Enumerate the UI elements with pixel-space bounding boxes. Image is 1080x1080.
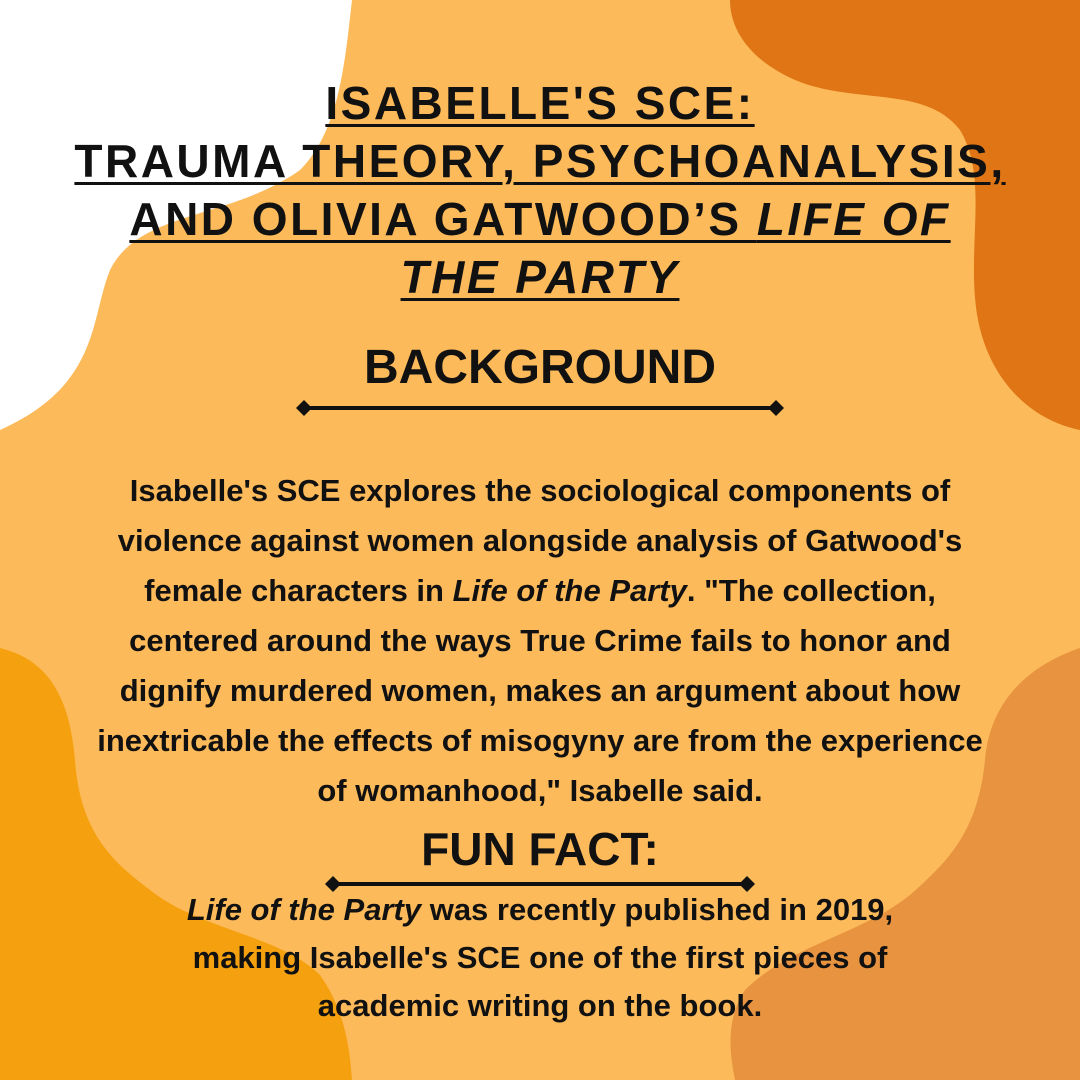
fun-fact-heading: FUN FACT: — [421, 823, 659, 875]
title-line-4-italic: THE PARTY — [400, 251, 680, 303]
title-line-3 — [0, 190, 1080, 248]
paragraph-line — [0, 666, 1080, 716]
paragraph-text: inextricable the effects of misogyny are from the experience — [97, 723, 983, 758]
paragraph-text: Isabelle's SCE explores the sociological components of — [129, 473, 951, 508]
title-line-3-italic: LIFE OF — [756, 193, 951, 245]
paragraph-text: . "The collection, — [686, 573, 936, 608]
paragraph-line — [0, 716, 1080, 766]
paragraph-text: academic writing on the book. — [317, 988, 763, 1023]
paragraph-line — [0, 886, 1080, 934]
paragraph-line — [0, 934, 1080, 982]
paragraph-text: female characters in — [144, 573, 453, 608]
background-heading: BACKGROUND — [364, 341, 716, 394]
title-line-1 — [0, 74, 1080, 132]
paragraph-text: was recently published in 2019, — [421, 892, 894, 927]
paragraph-line — [0, 466, 1080, 516]
paragraph-line — [0, 616, 1080, 666]
book-title-italic: Life of the Party — [186, 892, 422, 927]
paragraph-line — [0, 566, 1080, 616]
background-divider — [294, 398, 786, 418]
paragraph-text: dignify murdered women, makes an argument about how — [119, 673, 961, 708]
title-line-1-text: ISABELLE'S SCE: — [325, 77, 755, 129]
paragraph-text: centered around the ways True Crime fails to honor and — [129, 623, 951, 658]
paragraph-line — [0, 766, 1080, 816]
fun-fact-paragraph — [0, 886, 1080, 1030]
paragraph-line — [0, 982, 1080, 1030]
book-title-italic: Life of the Party — [452, 573, 687, 608]
paragraph-line — [0, 516, 1080, 566]
title-line-2-text: TRAUMA THEORY, PSYCHOANALYSIS, — [74, 135, 1006, 187]
paragraph-text: making Isabelle's SCE one of the first pieces of — [192, 940, 888, 975]
background-paragraph — [0, 466, 1080, 816]
paragraph-text: of womanhood," Isabelle said. — [317, 773, 763, 808]
title-line-4 — [0, 248, 1080, 306]
paragraph-text: violence against women alongside analysis of Gatwood's — [117, 523, 963, 558]
title-line-2 — [0, 132, 1080, 190]
title-line-3-text: AND OLIVIA GATWOOD’S — [129, 193, 757, 245]
poster-title — [0, 74, 1080, 306]
